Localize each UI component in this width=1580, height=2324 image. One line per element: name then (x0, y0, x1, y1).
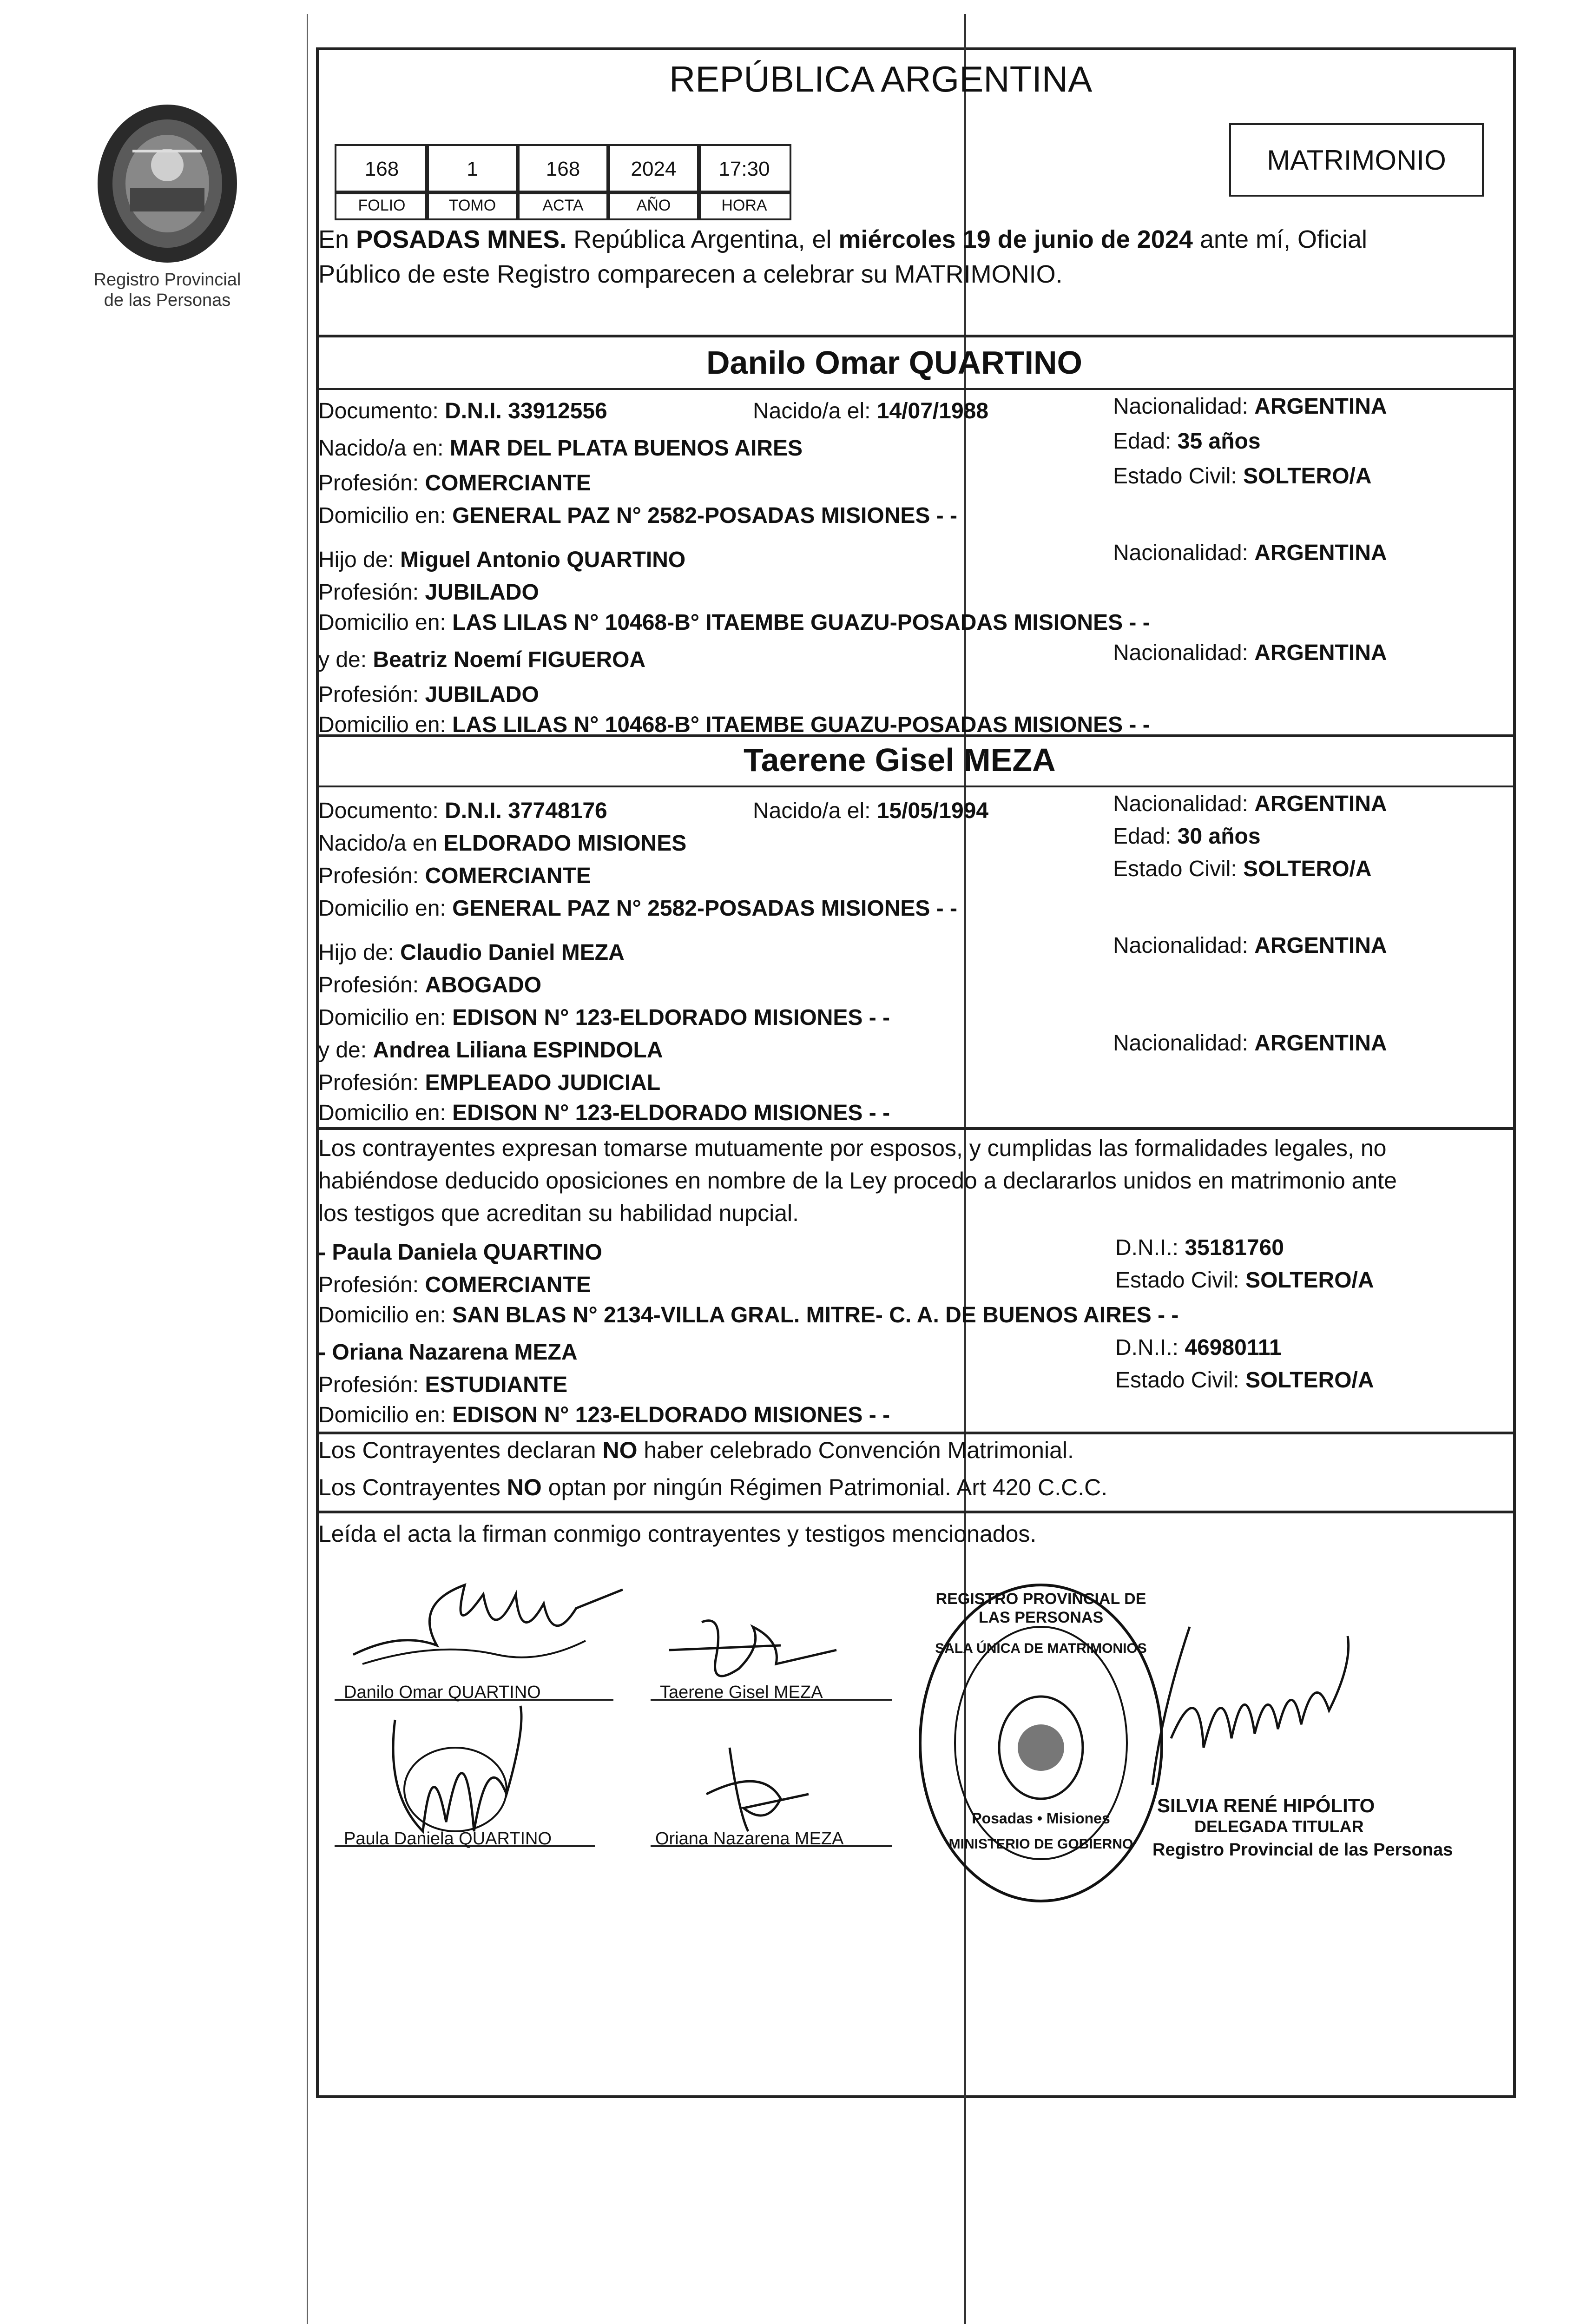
signature-scribble-icon (344, 1576, 632, 1697)
spouse1-mother (318, 646, 645, 674)
witness2-prof-label: Profesión: (318, 1373, 425, 1397)
spouse2-age-label: Edad: (1113, 824, 1178, 849)
witness1-addr-value: SAN BLAS N° 2134-VILLA GRAL. MITRE- C. A. DE BUENOS AIRES - - (452, 1303, 1179, 1327)
spouse1-doc-value: D.N.I. 33912556 (445, 399, 607, 423)
spouse2-mother-addr (318, 1099, 890, 1127)
province-seal-icon (81, 95, 253, 272)
stamp-inner-text: SALA ÚNICA DE MATRIMONIOS (935, 1641, 1147, 1656)
hour-label: HORA (697, 191, 791, 220)
spouse1-father-nat-label: Nacionalidad: (1113, 541, 1255, 565)
spouse1-age-label: Edad: (1113, 429, 1178, 454)
witness2-civil (1115, 1367, 1374, 1394)
tomo-value: 1 (425, 144, 520, 194)
spouse1-prof-label: Profesión: (318, 471, 425, 495)
spouse1-addr (318, 502, 957, 530)
spouse2-father-prof (318, 971, 541, 999)
spouse2-mother (318, 1037, 663, 1064)
regime-line2-a: Los Contrayentes (318, 1474, 507, 1500)
spouse2-prof (318, 862, 591, 890)
spouse1-nat-value: ARGENTINA (1254, 394, 1387, 419)
signature-label-1: Danilo Omar QUARTINO (344, 1683, 541, 1702)
document-title: REPÚBLICA ARGENTINA (669, 59, 1093, 99)
witness2-prof (318, 1371, 567, 1399)
intro-line2: Público de este Registro comparecen a celebrar su MATRIMONIO. (318, 260, 1063, 288)
acta-label: ACTA (516, 191, 610, 220)
spouse2-civil (1113, 855, 1372, 883)
divider-7 (316, 1511, 1516, 1513)
regime-line1 (318, 1436, 1074, 1464)
witness1-civil (1115, 1267, 1374, 1294)
spouse2-prof-value: COMERCIANTE (425, 864, 591, 888)
spouse1-nat (1113, 393, 1387, 421)
spouse2-father-prof-label: Profesión: (318, 973, 425, 997)
province-logo (81, 95, 253, 272)
witness2-name: - Oriana Nazarena MEZA (318, 1340, 578, 1365)
intro-p3: ante mí, Oficial (1192, 225, 1368, 253)
stamp-bottom-text: MINISTERIO DE GOBIERNO (948, 1836, 1133, 1852)
witness1-addr (318, 1301, 1178, 1329)
spouse1-mother-prof-label: Profesión: (318, 682, 425, 707)
intro-p1: En (318, 225, 356, 253)
witness2-civil-label: Estado Civil: (1115, 1368, 1246, 1393)
logo-caption-line2: de las Personas (104, 290, 231, 310)
signature-label-2: Taerene Gisel MEZA (660, 1683, 823, 1702)
spouse1-father-nat-value: ARGENTINA (1254, 541, 1387, 565)
spouse1-birthplace-value: MAR DEL PLATA BUENOS AIRES (449, 436, 803, 461)
intro-place: POSADAS MNES. (356, 225, 567, 253)
regime-line1-b: NO (602, 1437, 638, 1463)
logo-caption-line1: Registro Provincial (93, 270, 241, 290)
official-name: SILVIA RENÉ HIPÓLITO (1157, 1795, 1375, 1816)
witness1-name: - Paula Daniela QUARTINO (318, 1240, 602, 1265)
spouse1-civil-label: Estado Civil: (1113, 464, 1244, 489)
spouse1-mother-nat (1113, 639, 1387, 667)
spouse2-name: Taerene Gisel MEZA (744, 742, 1056, 778)
spouse1-father-nat (1113, 539, 1387, 567)
witness1-dni-label: D.N.I.: (1115, 1235, 1185, 1260)
witness2-dni-value: 46980111 (1185, 1335, 1282, 1360)
spouse1-prof (318, 469, 591, 497)
witness2-addr-label: Domicilio en: (318, 1403, 453, 1427)
spouse1-father-addr-label: Domicilio en: (318, 610, 453, 635)
divider-4 (316, 786, 1516, 787)
spouse1-mother-addr-label: Domicilio en: (318, 713, 453, 737)
signature-scribble-icon (688, 1738, 836, 1841)
spouse2-born-label: Nacido/a el: (753, 799, 877, 823)
year-value: 2024 (606, 144, 701, 194)
spouse2-born (753, 797, 988, 825)
intro-p2: República Argentina, el (566, 225, 839, 253)
intro-line1 (318, 225, 1367, 253)
spouse1-father-prof (318, 579, 539, 607)
stamp-place-text: Posadas • Misiones (972, 1810, 1110, 1827)
spouse1-name: Danilo Omar QUARTINO (706, 344, 1082, 381)
spouse2-father-nat (1113, 932, 1387, 960)
signature-oriana (688, 1738, 836, 1841)
spouse2-father-addr (318, 1004, 890, 1032)
divider-6 (316, 1432, 1516, 1434)
spouse2-birthplace-value: ELDORADO MISIONES (443, 831, 687, 856)
spouse1-doc-label: Documento: (318, 399, 445, 423)
signature-label-3: Paula Daniela QUARTINO (344, 1829, 552, 1849)
hour-value: 17:30 (697, 144, 791, 194)
witness2-dni-label: D.N.I.: (1115, 1335, 1185, 1360)
witness2-civil-value: SOLTERO/A (1245, 1368, 1374, 1393)
folio-label: FOLIO (335, 191, 429, 220)
spouse2-mother-addr-label: Domicilio en: (318, 1101, 453, 1125)
witness1-prof-label: Profesión: (318, 1273, 425, 1297)
witness1-dni (1115, 1234, 1284, 1262)
closing-text: Leída el acta la firman conmigo contrayentes y testigos mencionados. (318, 1521, 1037, 1547)
spouse2-father-nat-value: ARGENTINA (1254, 933, 1387, 958)
spouse2-prof-label: Profesión: (318, 864, 425, 888)
spouse1-mother-nat-value: ARGENTINA (1254, 640, 1387, 665)
spouse2-addr (318, 895, 957, 923)
spouse2-nat (1113, 790, 1387, 818)
spouse2-civil-value: SOLTERO/A (1243, 857, 1372, 881)
spouse1-age (1113, 428, 1261, 456)
year-label: AÑO (606, 191, 701, 220)
regime-line2 (318, 1473, 1107, 1501)
spouse2-birthplace (318, 830, 686, 858)
spouse2-father-label: Hijo de: (318, 940, 401, 965)
spouse2-doc (318, 797, 607, 825)
stamp-outer-text: REGISTRO PROVINCIAL DE LAS PERSONAS (935, 1590, 1146, 1626)
spouse1-mother-addr-value: LAS LILAS N° 10468-B° ITAEMBE GUAZU-POSADAS MISIONES - - (452, 713, 1150, 737)
signature-scribble-icon (367, 1692, 553, 1845)
spouse2-mother-nat (1113, 1030, 1387, 1057)
spouse2-mother-label: y de: (318, 1038, 373, 1063)
spouse1-mother-value: Beatriz Noemí FIGUEROA (373, 647, 646, 672)
spouse2-doc-label: Documento: (318, 799, 445, 823)
signature-scribble-icon (660, 1594, 855, 1697)
spouse2-father-value: Claudio Daniel MEZA (400, 940, 625, 965)
spouse2-mother-prof-value: EMPLEADO JUDICIAL (425, 1070, 661, 1095)
spouse1-father-label: Hijo de: (318, 548, 401, 572)
signature-taerene (660, 1594, 855, 1697)
spouse2-mother-value: Andrea Liliana ESPINDOLA (373, 1038, 663, 1063)
spouse2-born-value: 15/05/1994 (876, 799, 989, 823)
witness2-addr (318, 1401, 890, 1429)
logo-caption (70, 270, 265, 310)
signature-paula (367, 1692, 553, 1845)
spouse1-civil-value: SOLTERO/A (1243, 464, 1372, 489)
official-office: Registro Provincial de las Personas (1152, 1840, 1453, 1860)
regime-line2-b: NO (507, 1474, 542, 1500)
spouse2-father (318, 939, 625, 967)
spouse1-prof-value: COMERCIANTE (425, 471, 591, 495)
declaration-line3: los testigos que acreditan su habilidad nupcial. (318, 1200, 799, 1226)
divider-5 (316, 1127, 1516, 1130)
spouse1-father-addr-value: LAS LILAS N° 10468-B° ITAEMBE GUAZU-POSADAS MISIONES - - (452, 610, 1150, 635)
spouse2-mother-prof-label: Profesión: (318, 1070, 425, 1095)
spouse2-mother-addr-value: EDISON N° 123-ELDORADO MISIONES - - (452, 1101, 890, 1125)
spouse1-father-addr (318, 609, 1150, 637)
spouse2-addr-value: GENERAL PAZ N° 2582-POSADAS MISIONES - - (452, 896, 958, 921)
spouse1-father (318, 546, 685, 574)
spouse2-doc-value: D.N.I. 37748176 (445, 799, 607, 823)
declaration-line1: Los contrayentes expresan tomarse mutuamente por esposos, y cumplidas las formalidades legales, no (318, 1135, 1387, 1161)
witness1-dni-value: 35181760 (1185, 1235, 1284, 1260)
record-type-box (1229, 123, 1484, 197)
spouse1-birthplace (318, 435, 803, 462)
spouse1-addr-value: GENERAL PAZ N° 2582-POSADAS MISIONES - - (452, 503, 958, 528)
spouse1-mother-prof-value: JUBILADO (425, 682, 539, 707)
spouse2-father-prof-value: ABOGADO (425, 973, 542, 997)
spouse1-born (753, 397, 988, 425)
spouse1-mother-nat-label: Nacionalidad: (1113, 640, 1255, 665)
regime-line2-c: optan por ningún Régimen Patrimonial. Art 420 C.C.C. (541, 1474, 1108, 1500)
witness2-addr-value: EDISON N° 123-ELDORADO MISIONES - - (452, 1403, 890, 1427)
spouse1-father-value: Miguel Antonio QUARTINO (400, 548, 686, 572)
spouse2-addr-label: Domicilio en: (318, 896, 453, 921)
witness1-prof-value: COMERCIANTE (425, 1273, 591, 1297)
tomo-label: TOMO (425, 191, 520, 220)
signature-danilo (344, 1576, 632, 1697)
spouse2-father-addr-label: Domicilio en: (318, 1005, 453, 1030)
spouse2-nat-label: Nacionalidad: (1113, 792, 1255, 816)
spouse1-nat-label: Nacionalidad: (1113, 394, 1255, 419)
spouse1-age-value: 35 años (1177, 429, 1261, 454)
spouse1-birthplace-label: Nacido/a en: (318, 436, 450, 461)
intro-date: miércoles 19 de junio de 2024 (838, 225, 1193, 253)
acta-value: 168 (516, 144, 610, 194)
spouse2-mother-prof (318, 1069, 660, 1097)
spouse1-born-value: 14/07/1988 (876, 399, 989, 423)
signature-official (1134, 1618, 1376, 1794)
spouse1-born-label: Nacido/a el: (753, 399, 877, 423)
signature-scribble-icon (1134, 1618, 1376, 1794)
spouse2-age (1113, 823, 1261, 851)
spouse2-father-nat-label: Nacionalidad: (1113, 933, 1255, 958)
spouse1-mother-prof (318, 681, 539, 709)
regime-line1-c: haber celebrado Convención Matrimonial. (637, 1437, 1074, 1463)
spouse2-mother-nat-value: ARGENTINA (1254, 1031, 1387, 1056)
left-margin-line (307, 14, 308, 2324)
witness1-civil-value: SOLTERO/A (1245, 1268, 1374, 1293)
spouse1-mother-label: y de: (318, 647, 373, 672)
folio-value: 168 (335, 144, 429, 194)
spouse1-addr-label: Domicilio en: (318, 503, 453, 528)
spouse1-doc (318, 397, 607, 425)
stamp-text (929, 1590, 1152, 1852)
spouse2-age-value: 30 años (1177, 824, 1261, 849)
spouse2-civil-label: Estado Civil: (1113, 857, 1244, 881)
spouse2-mother-nat-label: Nacionalidad: (1113, 1031, 1255, 1056)
divider-1 (316, 335, 1516, 337)
witness1-prof (318, 1271, 591, 1299)
divider-3 (316, 734, 1516, 737)
regime-line1-a: Los Contrayentes declaran (318, 1437, 603, 1463)
spouse2-father-addr-value: EDISON N° 123-ELDORADO MISIONES - - (452, 1005, 890, 1030)
official-role: DELEGADA TITULAR (1194, 1817, 1364, 1836)
record-type: MATRIMONIO (1267, 144, 1446, 176)
spouse2-birthplace-label: Nacido/a en (318, 831, 444, 856)
spouse1-civil (1113, 462, 1372, 490)
witness1-addr-label: Domicilio en: (318, 1303, 453, 1327)
spouse1-father-prof-label: Profesión: (318, 580, 425, 605)
witness2-prof-value: ESTUDIANTE (425, 1373, 568, 1397)
signature-label-4: Oriana Nazarena MEZA (655, 1829, 844, 1849)
divider-2 (316, 388, 1516, 390)
spouse1-father-prof-value: JUBILADO (425, 580, 539, 605)
spouse2-nat-value: ARGENTINA (1254, 792, 1387, 816)
declaration-line2: habiéndose deducido oposiciones en nombre de la Ley procedo a declararlos unidos en matrimonio ante (318, 1168, 1397, 1194)
witness2-dni (1115, 1334, 1282, 1362)
witness1-civil-label: Estado Civil: (1115, 1268, 1246, 1293)
